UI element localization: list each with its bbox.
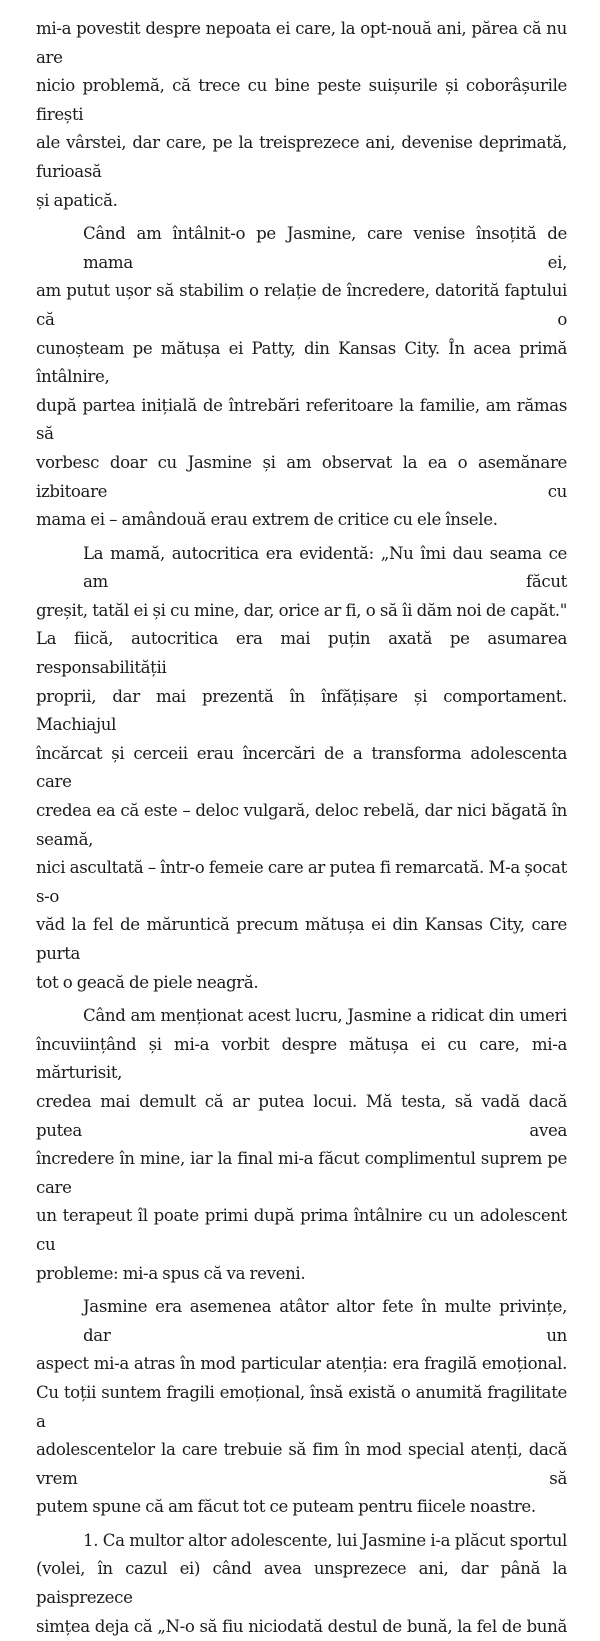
text-line: 1. Ca multor altor adolescente, lui Jasmine i-a plăcut sportul — [83, 1530, 567, 1550]
text-line: mi-a povestit despre nepoata ei care, la opt-nouă ani, părea că nu are — [36, 19, 567, 67]
paragraph — [36, 220, 567, 535]
text-line: Jasmine era asemenea atâtor altor fete în multe privințe, dar un — [83, 1297, 567, 1345]
text-line: La mamă, autocritica era evidentă: „Nu îmi dau seama ce am făcut — [83, 543, 567, 592]
text-line: (volei, în cazul ei) când avea unsprezece ani, dar până la paisprezece — [36, 1559, 567, 1608]
text-line: cunoșteam pe mătușa ei Patty, din Kansas City. În acea primă întâlnire, — [36, 338, 567, 387]
text-line: încărcat și cerceii erau încercări de a transforma adolescenta care — [36, 743, 567, 792]
text-line: nici ascultată – într-o femeie care ar putea fi remarcată. M-a șocat s-o — [36, 858, 567, 906]
text-line: după partea inițială de întrebări referitoare la familie, am rămas să — [36, 395, 567, 444]
text-line: și apatică. — [36, 190, 118, 210]
paragraph — [36, 1293, 567, 1522]
text-line: mama ei – amândouă erau extrem de critice cu ele însele. — [36, 510, 498, 530]
text-line: încuviințând și mi-a vorbit despre mătușa ei cu care, mi-a mărturisit, — [36, 1034, 567, 1083]
paragraph — [36, 540, 567, 998]
text-line: un terapeut îl poate primi după prima întâlnire cu un adolescent cu — [36, 1206, 567, 1254]
text-line: vorbesc doar cu Jasmine și am observat la ea o asemănare izbitoare cu — [36, 452, 567, 501]
text-line: probleme: mi-a spus că va reveni. — [36, 1263, 306, 1283]
text-line: La fiică, autocritica era mai puțin axată pe asumarea responsabilității — [36, 629, 567, 678]
text-line: Când am menționat acest lucru, Jasmine a ridicat din umeri — [83, 1006, 567, 1026]
paragraph — [36, 15, 567, 215]
text-line: adolescentelor la care trebuie să fim în mod special atenți, dacă vrem să — [36, 1440, 567, 1488]
text-line: credea mai demult că ar putea locui. Mă testa, să vadă dacă putea avea — [36, 1091, 567, 1140]
text-line: credea ea că este – deloc vulgară, deloc rebelă, dar nici băgată în seamă, — [36, 801, 567, 849]
text-line: văd la fel de măruntică precum mătușa ei din Kansas City, care purta — [36, 915, 567, 963]
text-line: încredere în mine, iar la final mi-a făcut complimentul suprem pe care — [36, 1149, 567, 1197]
body-text — [36, 15, 567, 1641]
text-line: am putut ușor să stabilim o relație de încredere, datorită faptului că o — [36, 281, 567, 329]
text-line: proprii, dar mai prezentă în înfățișare și comportament. Machiajul — [36, 686, 567, 735]
text-line: greșit, tatăl ei și cu mine, dar, orice ar fi, o să îi dăm noi de capăt." — [36, 600, 567, 620]
text-line: simțea deja că „N-o să fiu niciodată destul de bună, la fel de bună — [36, 1616, 567, 1636]
text-line: ale vârstei, dar care, pe la treisprezece ani, devenise deprimată, furioasă — [36, 133, 567, 181]
paragraph — [36, 1527, 567, 1641]
paragraph — [36, 1002, 567, 1288]
text-line: tot o geacă de piele neagră. — [36, 972, 259, 992]
text-line: Cu toții suntem fragili emoțional, însă există o anumită fragilitate a — [36, 1382, 567, 1431]
text-line: putem spune că am făcut tot ce puteam pentru fiicele noastre. — [36, 1497, 536, 1517]
text-line: nicio problemă, că trece cu bine peste suișurile și coborâșurile firești — [36, 76, 567, 124]
text-line: Când am întâlnit-o pe Jasmine, care venise însoțită de mama ei, — [83, 224, 567, 272]
text-line: aspect mi-a atras în mod particular atenția: era fragilă emoțional. — [36, 1354, 567, 1374]
